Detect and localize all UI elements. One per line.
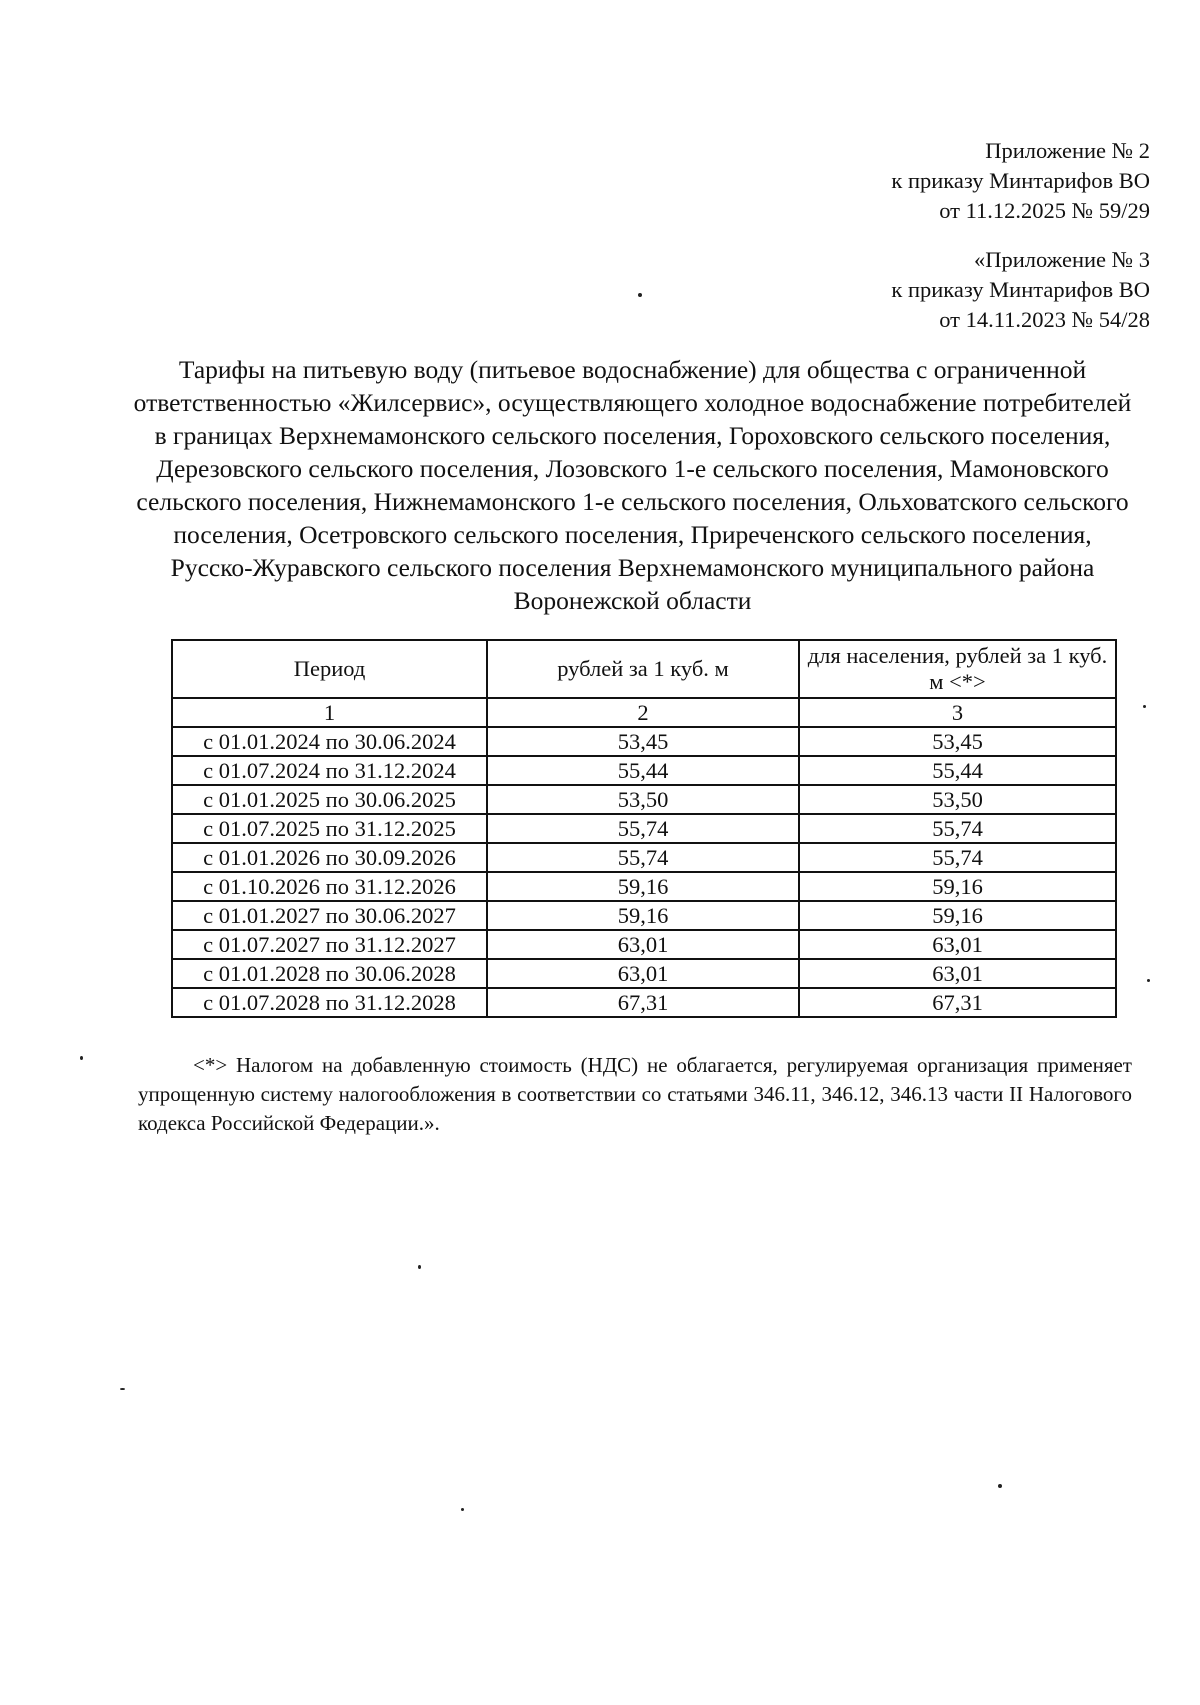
- scan-speck: [461, 1508, 464, 1511]
- table-row: [172, 785, 1116, 814]
- column-number: 3: [799, 698, 1116, 727]
- appendix-reference-previous: [891, 245, 1150, 335]
- appendix-order-ref: к приказу Минтарифов ВО: [891, 277, 1150, 302]
- cell-period: с 01.01.2026 по 30.09.2026: [172, 843, 487, 872]
- cell-population-rate: 55,74: [799, 843, 1116, 872]
- header-rate: рублей за 1 куб. м: [487, 640, 799, 698]
- cell-population-rate: 63,01: [799, 930, 1116, 959]
- cell-period: с 01.01.2024 по 30.06.2024: [172, 727, 487, 756]
- column-number: 2: [487, 698, 799, 727]
- cell-population-rate: 55,74: [799, 814, 1116, 843]
- scan-speck: [418, 1265, 421, 1269]
- cell-rate: 59,16: [487, 901, 799, 930]
- table-row: [172, 843, 1116, 872]
- table-header-row: [172, 640, 1116, 698]
- cell-rate: 63,01: [487, 930, 799, 959]
- scan-speck: [1147, 979, 1150, 982]
- table-row: [172, 727, 1116, 756]
- column-number-row: [172, 698, 1116, 727]
- cell-population-rate: 63,01: [799, 959, 1116, 988]
- appendix-number: Приложение № 2: [985, 138, 1150, 163]
- cell-population-rate: 55,44: [799, 756, 1116, 785]
- cell-period: с 01.01.2028 по 30.06.2028: [172, 959, 487, 988]
- cell-population-rate: 53,50: [799, 785, 1116, 814]
- appendix-order-date: от 14.11.2023 № 54/28: [939, 307, 1150, 332]
- table-row: [172, 930, 1116, 959]
- table-row: [172, 959, 1116, 988]
- cell-period: с 01.07.2024 по 31.12.2024: [172, 756, 487, 785]
- cell-rate: 55,74: [487, 814, 799, 843]
- cell-rate: 55,44: [487, 756, 799, 785]
- header-population-rate: для населения, рублей за 1 куб. м <*>: [799, 640, 1116, 698]
- cell-population-rate: 59,16: [799, 872, 1116, 901]
- scan-speck: [1143, 705, 1146, 708]
- table-row: [172, 814, 1116, 843]
- cell-period: с 01.10.2026 по 31.12.2026: [172, 872, 487, 901]
- table-row: [172, 901, 1116, 930]
- column-number: 1: [172, 698, 487, 727]
- cell-period: с 01.01.2025 по 30.06.2025: [172, 785, 487, 814]
- scan-speck: [638, 293, 642, 297]
- cell-period: с 01.07.2027 по 31.12.2027: [172, 930, 487, 959]
- cell-rate: 59,16: [487, 872, 799, 901]
- cell-period: с 01.07.2028 по 31.12.2028: [172, 988, 487, 1017]
- table-body: [172, 698, 1116, 1017]
- header-period: Период: [172, 640, 487, 698]
- document-title: Тарифы на питьевую воду (питьевое водоснабжение) для общества с ограниченной ответственностью «Жилсервис», осуществляющего холодное водоснабжение потребителей в границах Верхнемамонского сельского поселения, Гороховского сельского поселения, Дерезовского сельского поселения, Лозовского 1-е сельского поселения, Мамоновского сельского поселения, Нижнемамонского 1-е сельского поселения, Ольховатского сельского поселения, Осетровского сельского поселения, Приреченского сельского поселения, Русско-Журавского сельского поселения Верхнемамонского муниципального района Воронежской области: [133, 355, 1132, 615]
- appendix-reference-current: [891, 136, 1150, 226]
- table-row: [172, 756, 1116, 785]
- cell-rate: 63,01: [487, 959, 799, 988]
- footnote: <*> Налогом на добавленную стоимость (НДС) не облагается, регулируемая организация применяет упрощенную систему налогообложения в соответствии со статьями 346.11, 346.12, 346.13 части II Налогового кодекса Российской Федерации.».: [138, 1053, 1132, 1135]
- appendix-number: «Приложение № 3: [974, 247, 1150, 272]
- cell-population-rate: 67,31: [799, 988, 1116, 1017]
- scan-speck: [120, 1388, 125, 1390]
- appendix-order-ref: к приказу Минтарифов ВО: [891, 168, 1150, 193]
- cell-period: с 01.07.2025 по 31.12.2025: [172, 814, 487, 843]
- cell-population-rate: 59,16: [799, 901, 1116, 930]
- appendix-order-date: от 11.12.2025 № 59/29: [939, 198, 1150, 223]
- table-row: [172, 988, 1116, 1017]
- cell-rate: 55,74: [487, 843, 799, 872]
- table-row: [172, 872, 1116, 901]
- cell-population-rate: 53,45: [799, 727, 1116, 756]
- scan-speck: [998, 1484, 1002, 1488]
- cell-rate: 53,50: [487, 785, 799, 814]
- tariff-table: [171, 639, 1117, 1018]
- cell-rate: 53,45: [487, 727, 799, 756]
- cell-period: с 01.01.2027 по 30.06.2027: [172, 901, 487, 930]
- scan-speck: [80, 1056, 83, 1060]
- cell-rate: 67,31: [487, 988, 799, 1017]
